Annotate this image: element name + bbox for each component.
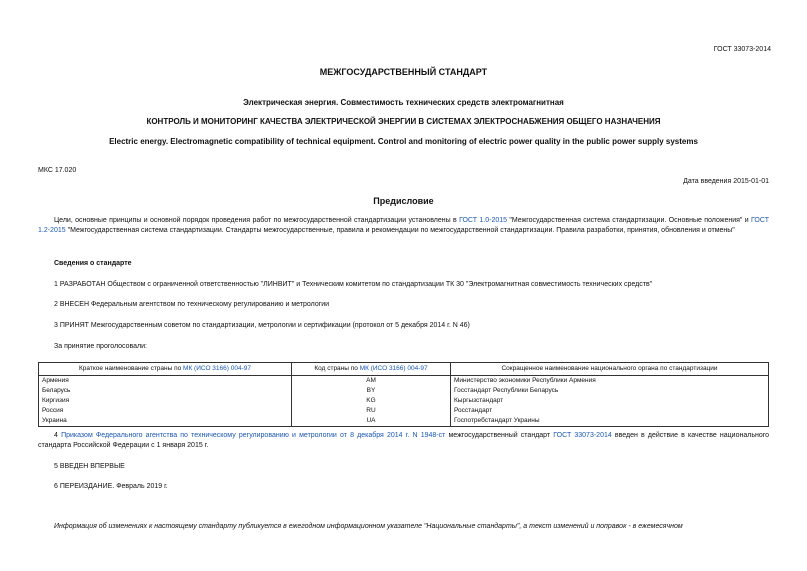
document-code: ГОСТ 33073-2014 xyxy=(713,46,771,53)
intro-date: Дата введения 2015-01-01 xyxy=(683,178,769,185)
table-row xyxy=(39,416,769,427)
info-item-2: 2 ВНЕСЕН Федеральным агентством по техническому регулированию и метрологии xyxy=(54,301,330,308)
table-row xyxy=(39,386,769,396)
info-heading: Сведения о стандарте xyxy=(54,260,132,267)
changes-note: Информация об изменениях к настоящему стандарту публикуется в ежегодном информационном указателе "Национальные стандарты", а текст изменений и поправок - в ежемесячном xyxy=(54,523,683,530)
body-cell: Госпотребстандарт Украины xyxy=(451,416,769,427)
info-item-6: 6 ПЕРЕИЗДАНИЕ. Февраль 2019 г. xyxy=(54,483,168,490)
preface-text: Цели, основные принципы и основной порядок проведения работ по межгосударственной стандартизации установлены в xyxy=(54,217,460,224)
body-cell: Кыргызстандарт xyxy=(451,396,769,406)
item-text: межгосударственный стандарт xyxy=(445,432,554,439)
country-cell: Беларусь xyxy=(39,386,292,396)
country-cell: Армения xyxy=(39,376,292,387)
body-cell: Росстандарт xyxy=(451,406,769,416)
info-item-1: 1 РАЗРАБОТАН Обществом с ограниченной ответственностью "ЛИНВИТ" и Техническим комитетом по стандартизации ТК 30 "Электромагнитная совместимость технических средств" xyxy=(54,281,653,288)
column-header-code xyxy=(292,363,451,376)
preface-text: "Межгосударственная система стандартизации. Стандарты межгосударственные, правила и рекомендации по межгосударственной стандартизации. Правила разработки, принятия, обновления и отмены" xyxy=(65,227,735,234)
mk-iso-link[interactable]: МК (ИСО 3166) 004-97 xyxy=(359,365,428,372)
body-cell: Госстандарт Республики Беларусь xyxy=(451,386,769,396)
header-text: Код страны по xyxy=(314,365,360,372)
preface-paragraph xyxy=(38,216,769,236)
item-text: введен в действие в качестве национального стандарта Российской Федерации с 1 января 2015 г. xyxy=(38,432,770,449)
document-subtitle: Электрическая энергия. Совместимость технических средств электромагнитная xyxy=(243,98,564,107)
code-cell: RU xyxy=(292,406,451,416)
mks-code: МКС 17.020 xyxy=(38,167,77,174)
body-cell: Министерство экономики Республики Армения xyxy=(451,376,769,387)
voted-label: За принятие проголосовали: xyxy=(54,343,147,350)
code-cell: UA xyxy=(292,416,451,427)
item-number: 4 xyxy=(54,432,62,439)
header-text: Краткое наименование страны по xyxy=(79,365,184,372)
country-cell: Киргизия xyxy=(39,396,292,406)
country-cell: Россия xyxy=(39,406,292,416)
code-cell: KG xyxy=(292,396,451,406)
preface-text: "Межгосударственная система стандартизации. Основные положения" и xyxy=(507,217,752,224)
table-header-row xyxy=(39,363,769,376)
country-cell: Украина xyxy=(39,416,292,427)
code-cell: BY xyxy=(292,386,451,396)
column-header-body: Сокращенное наименование национального органа по стандартизации xyxy=(451,363,769,376)
table-row xyxy=(39,376,769,387)
table-row xyxy=(39,396,769,406)
gost-1-2-link[interactable]: ГОСТ 1.2-2015 xyxy=(38,217,769,234)
column-header-country xyxy=(39,363,292,376)
order-link[interactable]: Приказом Федерального агентства по техническому регулированию и метрологии от 8 декабря 2014 г. N 1948-ст xyxy=(61,432,446,439)
document-title-ru: КОНТРОЛЬ И МОНИТОРИНГ КАЧЕСТВА ЭЛЕКТРИЧЕСКОЙ ЭНЕРГИИ В СИСТЕМАХ ЭЛЕКТРОСНАБЖЕНИЯ ОБЩЕГО НАЗНАЧЕНИЯ xyxy=(146,117,661,126)
info-item-5: 5 ВВЕДЕН ВПЕРВЫЕ xyxy=(54,463,125,470)
gost-33073-link[interactable]: ГОСТ 33073-2014 xyxy=(553,432,612,439)
voting-countries-table xyxy=(38,362,769,427)
code-cell: AM xyxy=(292,376,451,387)
info-item-3: 3 ПРИНЯТ Межгосударственным советом по стандартизации, метрологии и сертификации (протокол от 5 декабря 2014 г. N 46) xyxy=(54,322,470,329)
table-row xyxy=(39,406,769,416)
info-item-4 xyxy=(38,431,769,451)
document-main-title: МЕЖГОСУДАРСТВЕННЫЙ СТАНДАРТ xyxy=(319,67,488,77)
preface-heading: Предисловие xyxy=(373,196,434,206)
document-title-en: Electric energy. Electromagnetic compatibility of technical equipment. Control and monitoring of electric power quality in the public power supply systems xyxy=(109,137,698,146)
mk-iso-link[interactable]: МК (ИСО 3166) 004-97 xyxy=(183,365,251,372)
gost-1-0-link[interactable]: ГОСТ 1.0-2015 xyxy=(459,217,508,224)
